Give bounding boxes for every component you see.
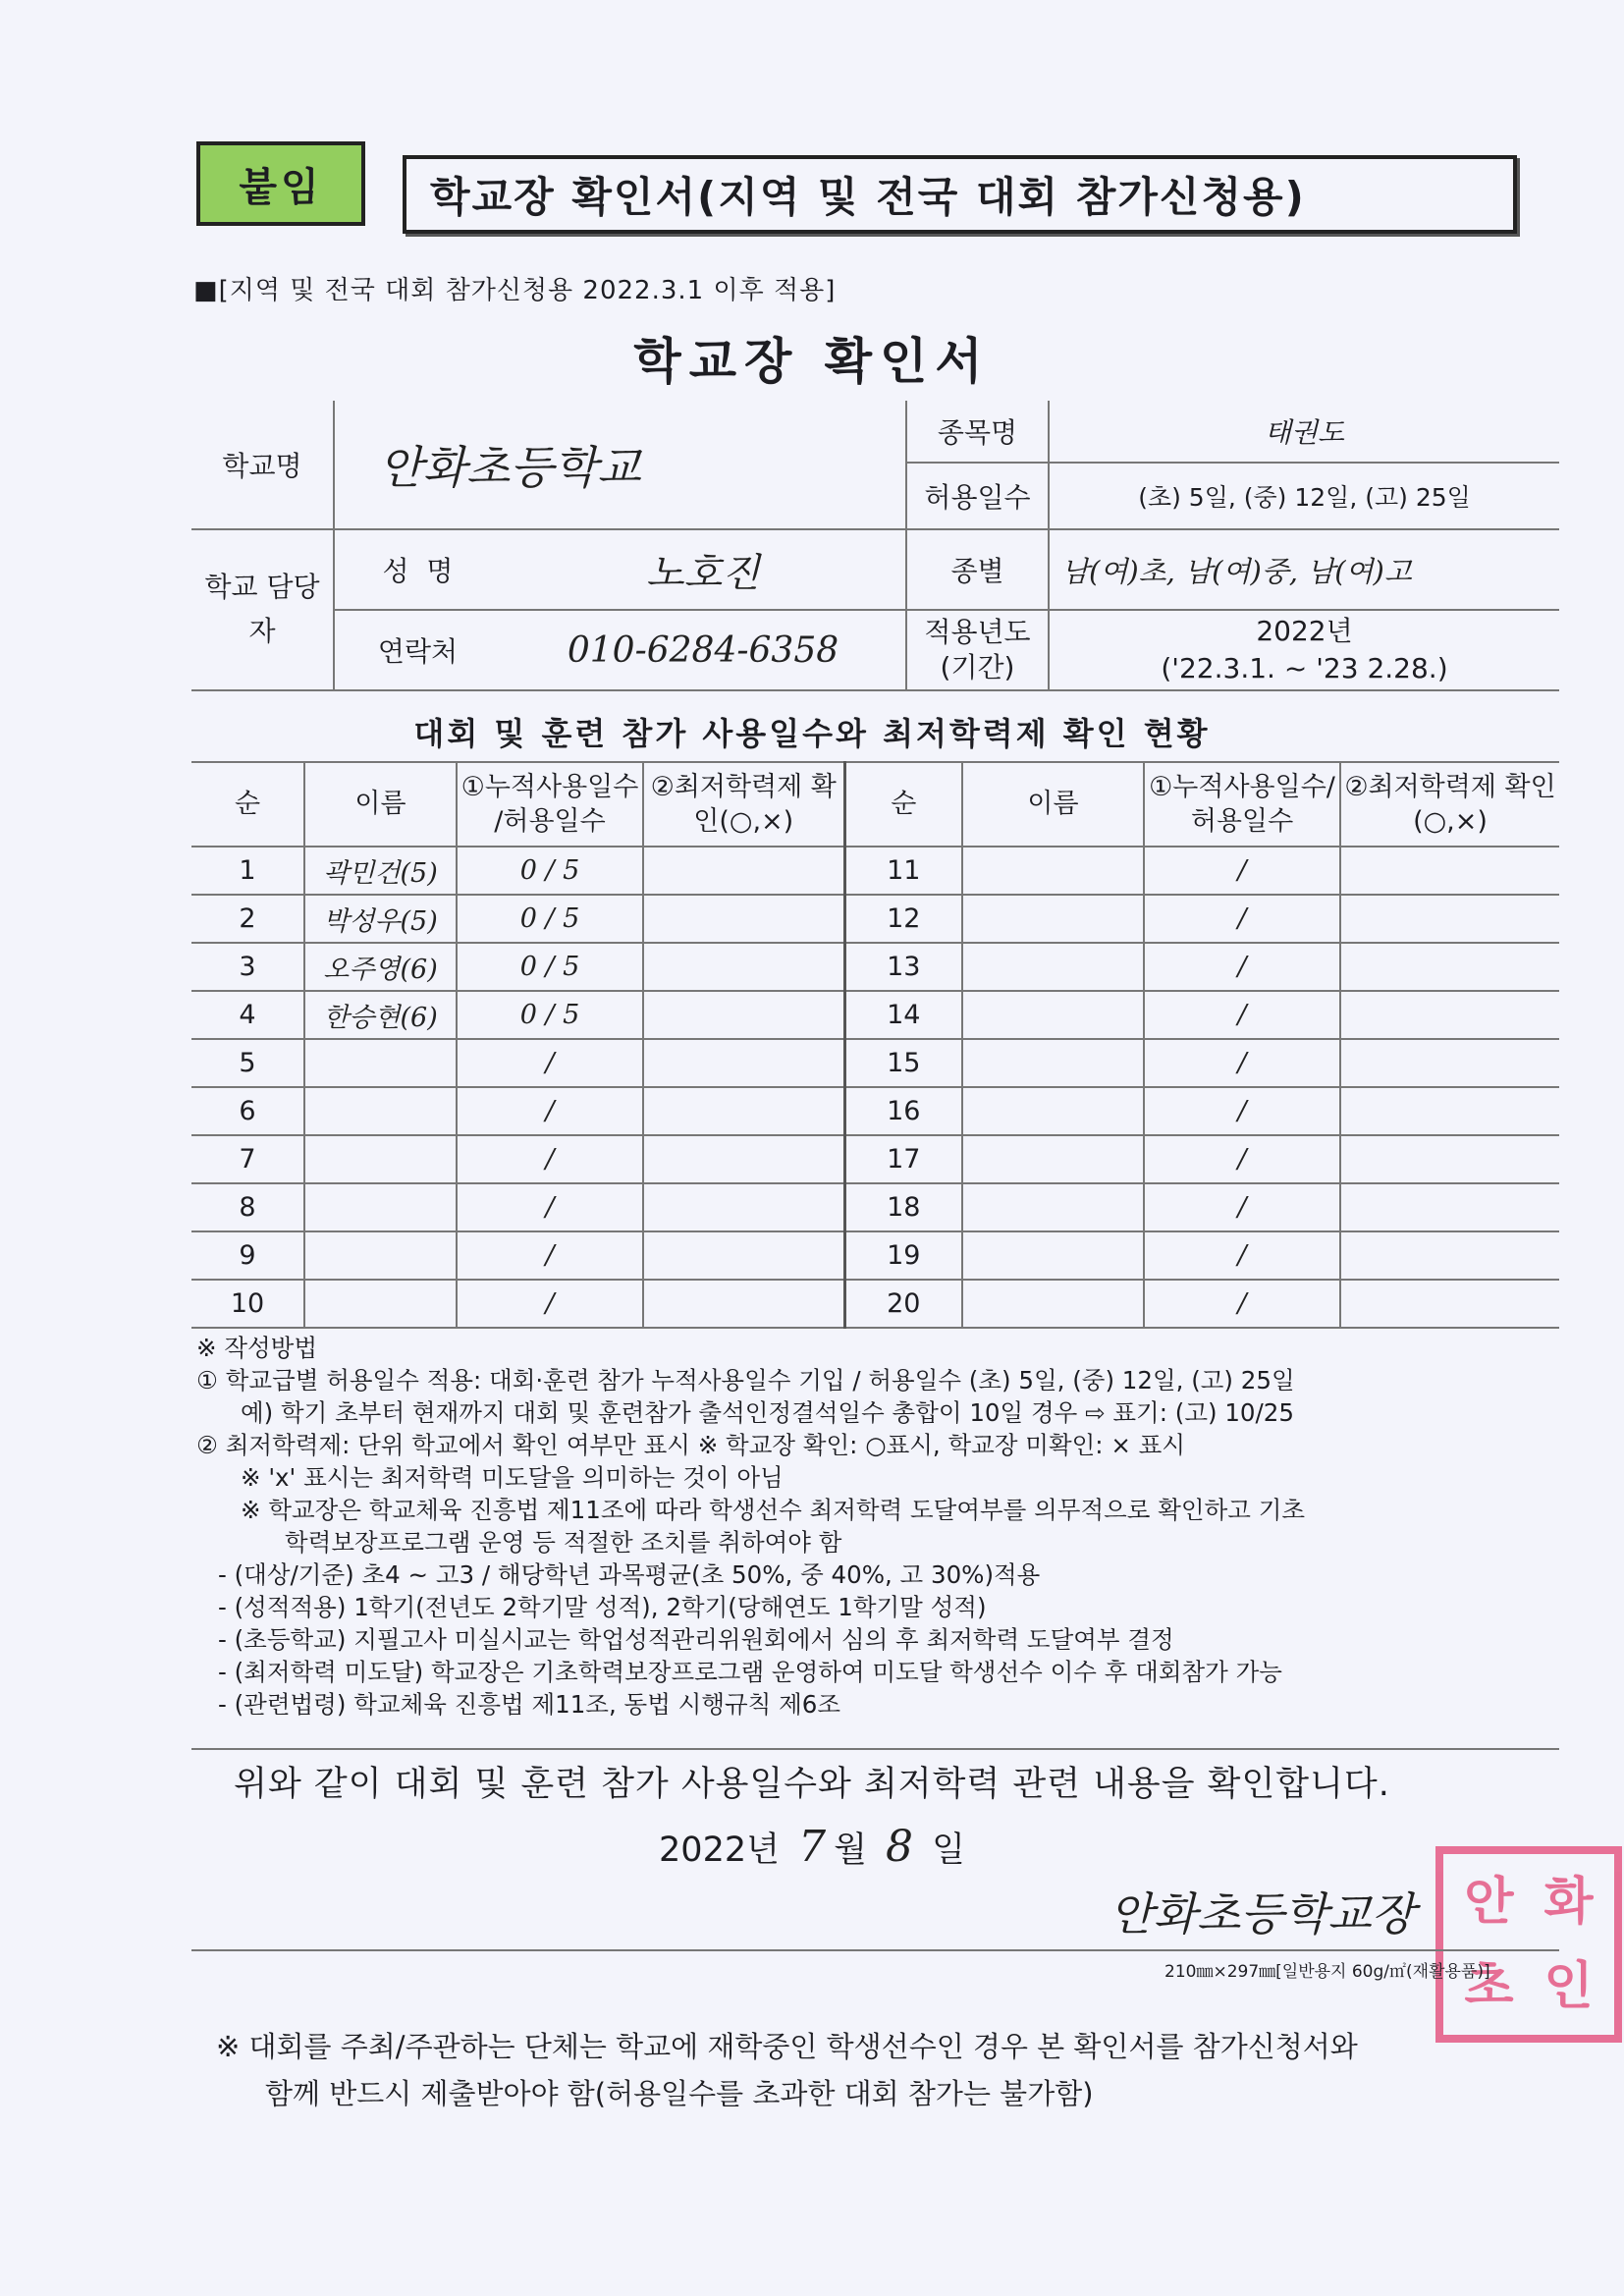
- date-month-label: 월: [834, 1831, 867, 1870]
- instruction-line: - (관련법령) 학교체육 진흥법 제11조, 동법 시행규칙 제6조: [218, 1690, 841, 1719]
- table-row: [191, 1280, 1559, 1328]
- row-days-right: /: [1144, 1183, 1340, 1231]
- row-days-left: /: [457, 1135, 643, 1183]
- row-no-left: 9: [191, 1231, 304, 1280]
- col-min-left: ②최저학력제 확인(○,×): [643, 762, 844, 847]
- manager-name-value: 노호진: [501, 529, 906, 610]
- row-days-left: 0 / 5: [457, 991, 643, 1039]
- period-value: ('22.3.1. ~ '23 2.28.): [1161, 652, 1448, 684]
- footer-note: [216, 2023, 1551, 2117]
- table-row: [191, 991, 1559, 1039]
- contact-label: 연락처: [334, 610, 501, 690]
- signature-date: [0, 1822, 1624, 1872]
- row-no-left: 7: [191, 1135, 304, 1183]
- row-name-left: 오주영(6): [304, 943, 457, 991]
- paper-spec-note: 210㎜×297㎜[일반용지 60g/㎡(재활용품)]: [1164, 1962, 1490, 1982]
- row-no-left: 1: [191, 847, 304, 895]
- row-days-right: /: [1144, 1135, 1340, 1183]
- allowed-days-label: 허용일수: [906, 463, 1049, 529]
- row-days-right: /: [1144, 991, 1340, 1039]
- row-name-right: [962, 943, 1144, 991]
- sport-label: 종목명: [906, 401, 1049, 463]
- row-no-left: 8: [191, 1183, 304, 1231]
- col-name-right: 이름: [962, 762, 1144, 847]
- row-min-right: [1340, 847, 1559, 895]
- principal-signature: 안화초등학교장: [1110, 1887, 1416, 1941]
- row-days-left: /: [457, 1183, 643, 1231]
- instruction-line: - (초등학교) 지필고사 미실시교는 학업성적관리위원회에서 심의 후 최저학력 도달여부 결정: [218, 1625, 1174, 1654]
- row-min-left: [643, 1231, 844, 1280]
- instruction-line: - (대상/기준) 초4 ~ 고3 / 해당학년 과목평균(초 50%, 중 40%, 고 30%)적용: [218, 1560, 1041, 1589]
- gender-value: 남(여)초, 남(여)중, 남(여)고: [1049, 529, 1559, 610]
- row-min-right: [1340, 1039, 1559, 1087]
- school-info-table: [191, 401, 1559, 691]
- row-name-left: 박성우(5): [304, 895, 457, 943]
- allowed-days-value: (초) 5일, (중) 12일, (고) 25일: [1049, 463, 1559, 529]
- document-header-title: 학교장 확인서(지역 및 전국 대회 참가신청용): [403, 155, 1517, 234]
- seal-char: 화: [1543, 1873, 1594, 1932]
- row-no-left: 3: [191, 943, 304, 991]
- instruction-line: ② 최저학력제: 단위 학교에서 확인 여부만 표시 ※ 학교장 확인: ○표시, 학교장 미확인: × 표시: [196, 1431, 1185, 1459]
- instruction-line: ※ 'x' 표시는 최저학력 미도달을 의미하는 것이 아님: [241, 1463, 784, 1492]
- row-no-right: 12: [844, 895, 962, 943]
- row-min-right: [1340, 895, 1559, 943]
- main-title: 학교장 확인서: [633, 333, 991, 390]
- table-row: [191, 1087, 1559, 1135]
- instruction-line: 학력보장프로그램 운영 등 적절한 조치를 취하여야 함: [285, 1528, 842, 1557]
- table-row: [191, 1231, 1559, 1280]
- manager-name-label: 성 명: [334, 529, 501, 610]
- divider: [191, 1949, 1559, 1951]
- student-roster-table: [191, 761, 1559, 1329]
- row-days-left: 0 / 5: [457, 895, 643, 943]
- row-no-right: 17: [844, 1135, 962, 1183]
- date-day: 8: [886, 1822, 914, 1872]
- year-value: 2022년: [1256, 615, 1353, 648]
- usage-status-title: 대회 및 훈련 참가 사용일수와 최저학력제 확인 현황: [413, 715, 1211, 752]
- row-no-right: 13: [844, 943, 962, 991]
- row-days-left: 0 / 5: [457, 847, 643, 895]
- footer-line: ※ 대회를 주최/주관하는 단체는 학교에 재학중인 학생선수인 경우 본 확인서를 참가신청서와: [216, 2030, 1358, 2063]
- row-days-right: /: [1144, 1231, 1340, 1280]
- row-days-left: /: [457, 1087, 643, 1135]
- row-name-left: [304, 1135, 457, 1183]
- row-name-left: [304, 1280, 457, 1328]
- school-manager-label: 학교 담당자: [191, 529, 334, 690]
- row-days-right: /: [1144, 1039, 1340, 1087]
- attachment-tag: 붙임: [196, 141, 365, 226]
- row-min-right: [1340, 1087, 1559, 1135]
- row-min-right: [1340, 991, 1559, 1039]
- row-days-right: /: [1144, 943, 1340, 991]
- row-min-left: [643, 847, 844, 895]
- row-min-right: [1340, 943, 1559, 991]
- year-label: 적용년도 (기간): [906, 610, 1049, 690]
- instruction-line: - (성적적용) 1학기(전년도 2학기말 성적), 2학기(당해연도 1학기말 성적): [218, 1593, 987, 1621]
- table-row: [191, 943, 1559, 991]
- school-name-value: 안화초등학교: [334, 401, 906, 529]
- row-no-right: 18: [844, 1183, 962, 1231]
- row-days-left: /: [457, 1231, 643, 1280]
- row-min-left: [643, 1135, 844, 1183]
- table-row: [191, 847, 1559, 895]
- row-days-right: /: [1144, 1280, 1340, 1328]
- row-days-right: /: [1144, 1087, 1340, 1135]
- row-min-right: [1340, 1183, 1559, 1231]
- col-name-left: 이름: [304, 762, 457, 847]
- row-no-left: 10: [191, 1280, 304, 1328]
- col-min-right: ②최저학력제 확인(○,×): [1340, 762, 1559, 847]
- row-no-right: 11: [844, 847, 962, 895]
- seal-char: 초: [1464, 1957, 1514, 2016]
- date-month: 7: [798, 1822, 827, 1872]
- row-no-right: 15: [844, 1039, 962, 1087]
- row-name-right: [962, 1280, 1144, 1328]
- table-row: [191, 895, 1559, 943]
- row-name-left: 한승현(6): [304, 991, 457, 1039]
- col-no-right: 순: [844, 762, 962, 847]
- row-no-right: 19: [844, 1231, 962, 1280]
- row-no-right: 20: [844, 1280, 962, 1328]
- official-seal: [1435, 1846, 1622, 2043]
- row-name-left: 곽민건(5): [304, 847, 457, 895]
- row-no-right: 16: [844, 1087, 962, 1135]
- row-min-right: [1340, 1135, 1559, 1183]
- row-name-left: [304, 1039, 457, 1087]
- row-name-right: [962, 991, 1144, 1039]
- seal-char: 안: [1464, 1873, 1514, 1932]
- row-min-left: [643, 1087, 844, 1135]
- table-row: [191, 1183, 1559, 1231]
- contact-value: 010-6284-6358: [501, 610, 906, 690]
- col-no-left: 순: [191, 762, 304, 847]
- instruction-line: ※ 학교장은 학교체육 진흥법 제11조에 따라 학생선수 최저학력 도달여부를 의무적으로 확인하고 기초: [241, 1496, 1306, 1524]
- row-name-left: [304, 1231, 457, 1280]
- confirmation-statement: 위와 같이 대회 및 훈련 참가 사용일수와 최저학력 관련 내용을 확인합니다.: [234, 1765, 1390, 1804]
- row-min-right: [1340, 1280, 1559, 1328]
- row-name-right: [962, 1135, 1144, 1183]
- row-name-right: [962, 1039, 1144, 1087]
- instruction-line: ※ 작성방법: [196, 1334, 317, 1362]
- divider: [191, 1748, 1559, 1750]
- instruction-line: - (최저학력 미도달) 학교장은 기초학력보장프로그램 운영하여 미도달 학생선수 이수 후 대회참가 가능: [218, 1658, 1282, 1686]
- row-min-right: [1340, 1231, 1559, 1280]
- row-name-right: [962, 1231, 1144, 1280]
- instructions: [196, 1332, 1571, 1721]
- col-days-right: ①누적사용일수/ 허용일수: [1144, 762, 1340, 847]
- row-min-left: [643, 1280, 844, 1328]
- instruction-line: 예) 학기 초부터 현재까지 대회 및 훈련참가 출석인정결석일수 총합이 10일 경우 ⇨ 표기: (고) 10/25: [241, 1398, 1294, 1427]
- row-name-left: [304, 1087, 457, 1135]
- date-year: 2022년: [659, 1831, 780, 1870]
- row-name-right: [962, 1087, 1144, 1135]
- row-days-right: /: [1144, 895, 1340, 943]
- row-days-left: 0 / 5: [457, 943, 643, 991]
- row-no-left: 2: [191, 895, 304, 943]
- row-no-right: 14: [844, 991, 962, 1039]
- table-row: [191, 1135, 1559, 1183]
- row-no-left: 4: [191, 991, 304, 1039]
- row-no-left: 5: [191, 1039, 304, 1087]
- row-min-left: [643, 991, 844, 1039]
- row-name-left: [304, 1183, 457, 1231]
- row-min-left: [643, 1039, 844, 1087]
- seal-char: 인: [1543, 1957, 1594, 2016]
- table-row: [191, 1039, 1559, 1087]
- row-min-left: [643, 943, 844, 991]
- sport-value: 태권도: [1049, 401, 1559, 463]
- row-days-right: /: [1144, 847, 1340, 895]
- row-name-right: [962, 847, 1144, 895]
- row-name-right: [962, 1183, 1144, 1231]
- row-name-right: [962, 895, 1144, 943]
- applicability-note: ■[지역 및 전국 대회 참가신청용 2022.3.1 이후 적용]: [193, 276, 837, 305]
- row-no-left: 6: [191, 1087, 304, 1135]
- row-min-left: [643, 1183, 844, 1231]
- footer-line: 함께 반드시 제출받아야 함(허용일수를 초과한 대회 참가는 불가함): [265, 2077, 1094, 2110]
- row-min-left: [643, 895, 844, 943]
- row-days-left: /: [457, 1280, 643, 1328]
- col-days-left: ①누적사용일수 /허용일수: [457, 762, 643, 847]
- instruction-line: ① 학교급별 허용일수 적용: 대회·훈련 참가 누적사용일수 기입 / 허용일수 (초) 5일, (중) 12일, (고) 25일: [196, 1366, 1295, 1394]
- row-days-left: /: [457, 1039, 643, 1087]
- school-name-label: 학교명: [191, 401, 334, 529]
- gender-label: 종별: [906, 529, 1049, 610]
- date-day-label: 일: [932, 1831, 965, 1870]
